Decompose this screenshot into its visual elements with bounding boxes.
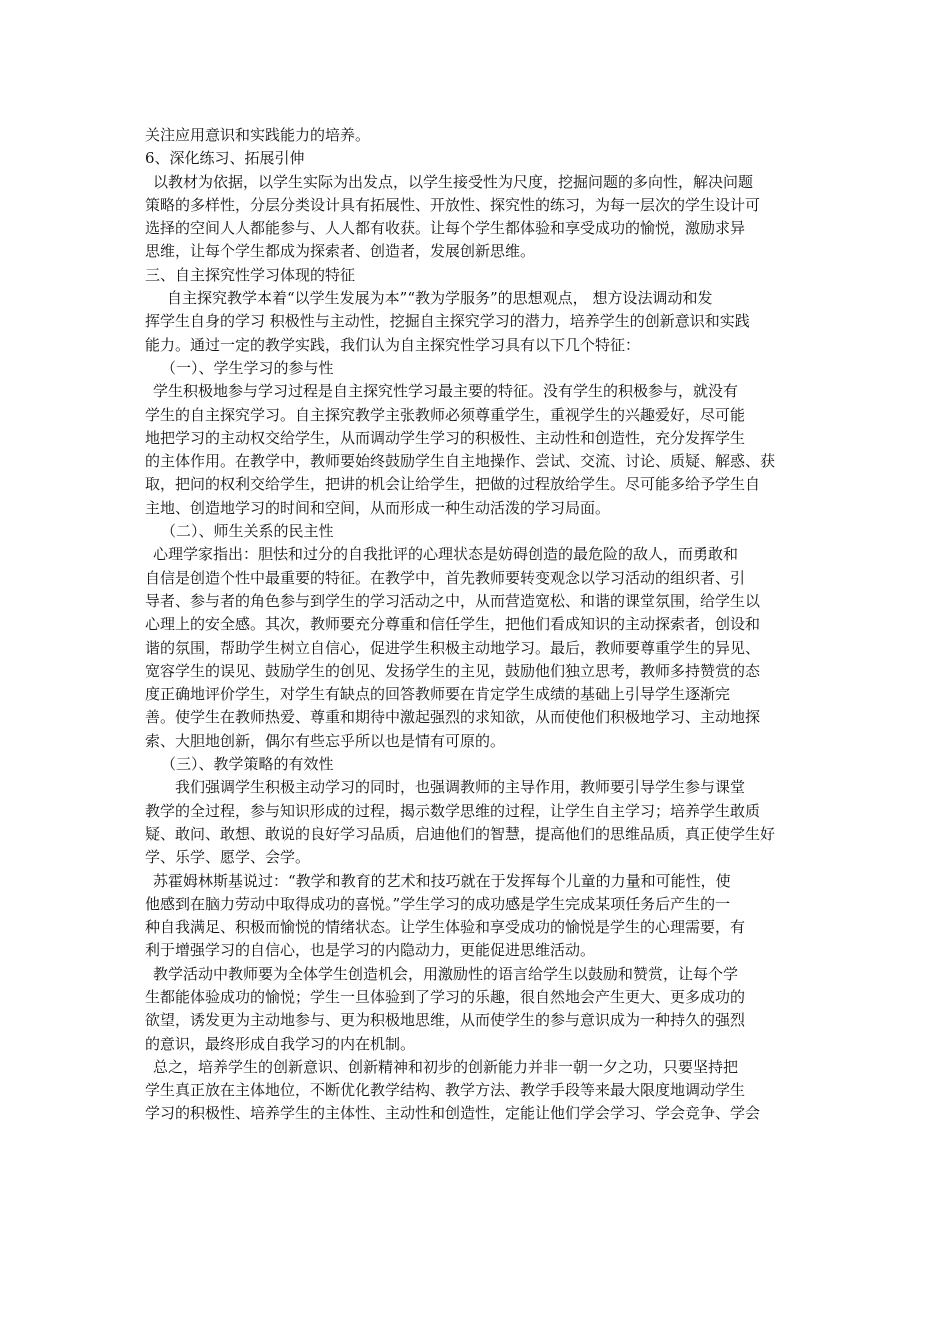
- text-line: 学生积极地参与学习过程是自主探究性学习最主要的特征。没有学生的积极参与，就没有: [153, 382, 739, 401]
- text-line: 善。使学生在教师热爱、尊重和期待中激起强烈的求知欲，从而使他们积极地学习、主动地探: [145, 708, 761, 727]
- text-line: 教学的全过程，参与知识形成的过程，揭示数学思维的过程，让学生自主学习；培养学生敢质: [145, 801, 761, 820]
- text-line: 心理上的安全感。其次，教师要充分尊重和信任学生，把他们看成知识的主动探索者，创设和: [145, 615, 761, 634]
- document-body: [145, 124, 809, 1126]
- text-line: 利于增强学习的自信心，也是学习的内隐动力，更能促进思维活动。: [145, 941, 596, 960]
- text-line: 苏霍姆林斯基说过：“教学和教育的艺术和技巧就在于发挥每个儿童的力量和可能性，使: [153, 871, 731, 890]
- text-line: 自信是创造个性中最重要的特征。在教学中，首先教师要转变观念以学习活动的组织者、引: [145, 568, 746, 587]
- text-line: 以教材为依据，以学生实际为出发点，以学生接受性为尺度，挖掘问题的多向性，解决问题: [153, 172, 754, 191]
- subsection-heading: （二）、师生关系的民主性: [161, 522, 334, 541]
- text-line: 生都能体验成功的愉悦；学生一旦体验到了学习的乐趣，很自然地会产生更大、更多成功的: [145, 987, 746, 1006]
- text-line: 挥学生自身的学习 积极性与主动性，挖掘自主探究学习的潜力，培养学生的创新意识和实践: [145, 312, 750, 331]
- text-line: 策略的多样性，分层分类设计具有拓展性、开放性、探究性的练习，为每一层次的学生设计可: [145, 195, 761, 214]
- text-line: 学习的积极性、培养学生的主体性、主动性和创造性，定能让他们学会学习、学会竞争、学会: [145, 1104, 761, 1123]
- text-line: 关注应用意识和实践能力的培养。: [145, 126, 371, 144]
- text-line: 选择的空间人人都能参与、人人都有收获。让每个学生都体验和享受成功的愉悦，激励求异: [145, 219, 746, 238]
- text-line: 宽容学生的误见、鼓励学生的创见、发扬学生的主见，鼓励他们独立思考，教师多持赞赏的态: [145, 661, 761, 680]
- text-line: 学生的自主探究学习。自主探究教学主张教师必须尊重学生，重视学生的兴趣爱好，尽可能: [145, 405, 746, 424]
- text-line: 的意识，最终形成自我学习的内在机制。: [145, 1034, 416, 1053]
- text-line: 的主体作用。在教学中，教师要始终鼓励学生自主地操作、尝试、交流、讨论、质疑、解惑、获: [145, 452, 776, 471]
- subsection-heading: （一）、学生学习的参与性: [161, 358, 334, 377]
- text-line: 主地、创造地学习的时间和空间，从而形成一种生动活泼的学习局面。: [145, 498, 611, 517]
- text-line: 种自我满足、积极而愉悦的情绪状态。让学生体验和享受成功的愉悦是学生的心理需要，有: [145, 918, 746, 937]
- text-line: 欲望，诱发更为主动地参与、更为积极地思维，从而使学生的参与意识成为一种持久的强烈: [145, 1011, 746, 1030]
- section-heading: 三、自主探究性学习体现的特征: [145, 265, 356, 284]
- text-line: 学生真正放在主体地位，不断优化教学结构、教学方法、教学手段等来最大限度地调动学生: [145, 1081, 746, 1100]
- text-line: 总之，培养学生的创新意识、创新精神和初步的创新能力并非一朝一夕之功，只要坚持把: [153, 1057, 739, 1076]
- text-line: 度正确地评价学生，对学生有缺点的回答教师要在肯定学生成绩的基础上引导学生逐渐完: [145, 685, 731, 704]
- text-line: 心理学家指出：胆怯和过分的自我批评的心理状态是妨碍创造的最危险的敌人，而勇敢和: [153, 545, 739, 564]
- text-line: 能力。通过一定的教学实践，我们认为自主探究性学习具有以下几个特征：: [145, 335, 641, 354]
- section-heading: 6、深化练习、拓展引伸: [145, 149, 305, 168]
- text-line: 自主探究教学本着“以学生发展为本”“教为学服务”的思想观点， 想方设法调动和发: [167, 289, 713, 308]
- text-line: 疑、敢问、敢想、敢说的良好学习品质，启迪他们的智慧，提高他们的思维品质，真正使学生好: [145, 824, 776, 843]
- text-line: 地把学习的主动权交给学生，从而调动学生学习的积极性、主动性和创造性，充分发挥学生: [145, 428, 746, 447]
- text-line: 思维，让每个学生都成为探索者、创造者，发展创新思维。: [145, 242, 536, 261]
- text-line: 我们强调学生积极主动学习的同时，也强调教师的主导作用，教师要引导学生参与课堂: [175, 778, 746, 797]
- text-line: 教学活动中教师要为全体学生创造机会，用激励性的语言给学生以鼓励和赞赏，让每个学: [153, 964, 739, 983]
- text-line: 谐的氛围，帮助学生树立自信心，促进学生积极主动地学习。最后，教师要尊重学生的异见、: [145, 638, 761, 657]
- text-line: 他感到在脑力劳动中取得成功的喜悦。”学生学习的成功感是学生完成某项任务后产生的一: [145, 894, 731, 913]
- text-line: 学、乐学、愿学、会学。: [145, 848, 311, 867]
- text-line: 索、大胆地创新，偶尔有些忘乎所以也是情有可原的。: [145, 731, 506, 750]
- subsection-heading: （三）、教学策略的有效性: [161, 755, 334, 774]
- text-line: 导者、参与者的角色参与到学生的学习活动之中，从而营造宽松、和谐的课堂氛围，给学生以: [145, 591, 761, 610]
- text-line: 取，把问的权利交给学生，把讲的机会让给学生，把做的过程放给学生。尽可能多给予学生自: [145, 475, 761, 494]
